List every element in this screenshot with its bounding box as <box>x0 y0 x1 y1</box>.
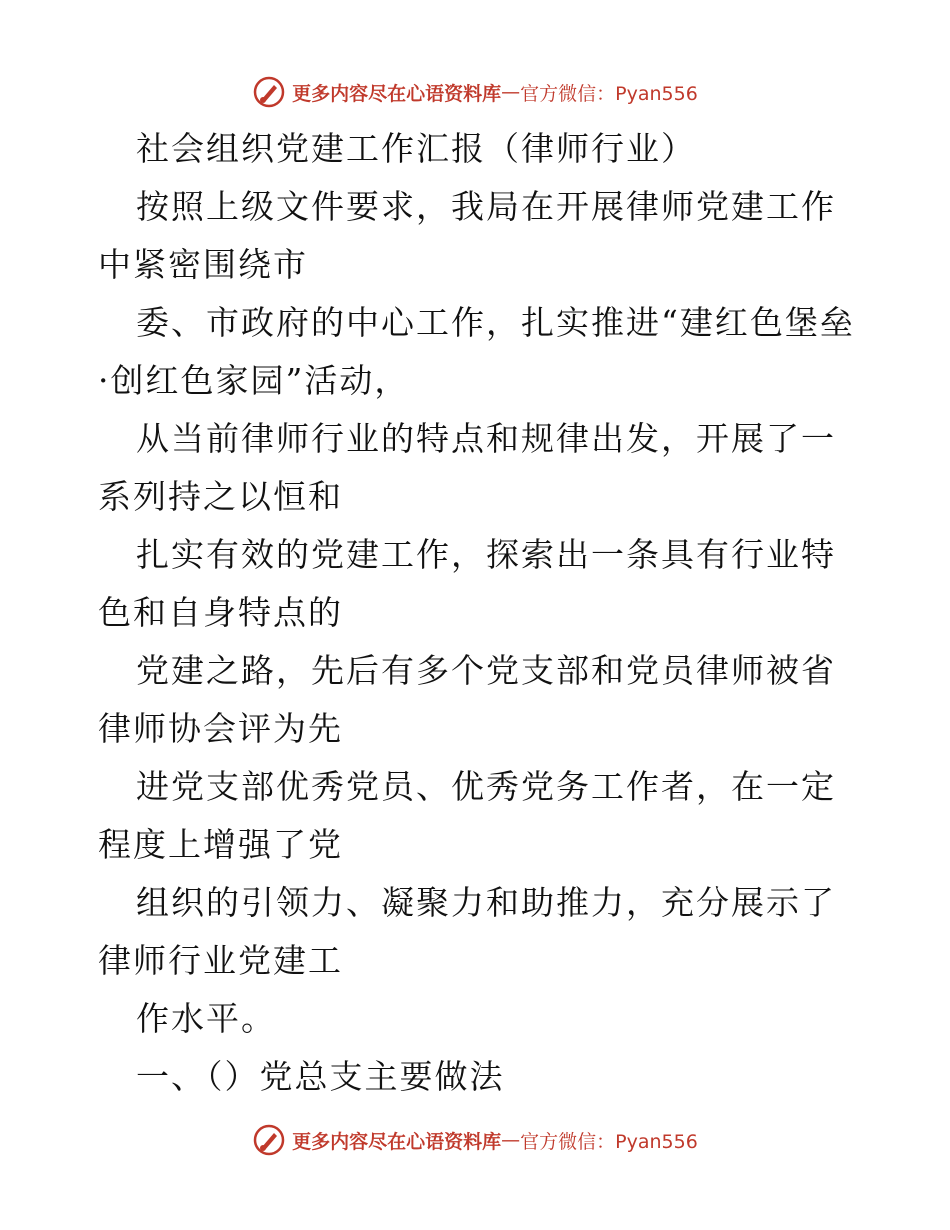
section-heading: 一、（）党总支主要做法 <box>136 1057 505 1096</box>
watermark-separator: — <box>501 81 521 103</box>
watermark-brand: 更多内容尽在心语资料库 <box>292 1130 502 1153</box>
paragraph-line: 作水平。 <box>136 999 276 1038</box>
brush-logo-icon <box>252 1123 286 1157</box>
document-title: 社会组织党建工作汇报（律师行业） <box>136 129 696 168</box>
watermark-account: 官方微信：Pyan556 <box>520 1130 698 1153</box>
watermark-footer <box>0 1120 950 1160</box>
paragraph-line: 按照上级文件要求，我局在开展律师党建工作中紧密围绕市 <box>98 187 836 284</box>
paragraph-line: 从当前律师行业的特点和规律出发，开展了一系列持之以恒和 <box>98 419 836 516</box>
watermark-brand: 更多内容尽在心语资料库 <box>292 82 502 105</box>
paragraph-line: 委、市政府的中心工作，扎实推进“建红色堡垒·创红色家园”活动， <box>98 303 855 400</box>
paragraph-line: 进党支部优秀党员、优秀党务工作者，在一定程度上增强了党 <box>98 767 836 864</box>
paragraph-line: 组织的引领力、凝聚力和助推力，充分展示了律师行业党建工 <box>98 883 836 980</box>
watermark-account: 官方微信：Pyan556 <box>520 82 698 105</box>
document-body <box>98 120 858 1106</box>
watermark-separator: — <box>501 1129 521 1151</box>
paragraph-line: 党建之路，先后有多个党支部和党员律师被省律师协会评为先 <box>98 651 836 748</box>
brush-logo-icon <box>252 75 286 109</box>
watermark-header <box>0 72 950 112</box>
paragraph-line: 扎实有效的党建工作，探索出一条具有行业特色和自身特点的 <box>98 535 836 632</box>
